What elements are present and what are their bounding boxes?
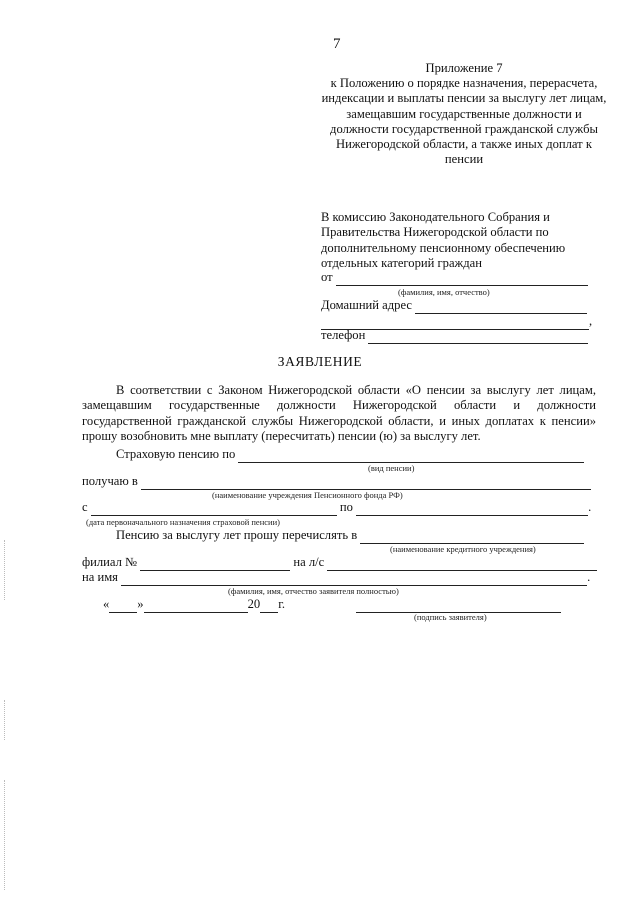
from-date-label: с <box>82 500 88 514</box>
insurance-pension-label: Страховую пенсию по <box>116 447 236 461</box>
page-number: 7 <box>333 36 341 52</box>
from-row <box>321 270 588 286</box>
signature-row <box>356 597 561 613</box>
document-title: ЗАЯВЛЕНИЕ <box>277 354 363 369</box>
from-name-field[interactable] <box>336 270 588 286</box>
day-field[interactable] <box>109 597 137 613</box>
signature-caption: (подпись заявителя) <box>414 612 487 622</box>
appendix-title: Приложение 7 <box>425 61 503 75</box>
transfer-label: Пенсию за выслугу лет прошу перечислять в <box>116 528 358 542</box>
from-caption: (фамилия, имя, отчество) <box>398 287 490 297</box>
name-label: на имя <box>82 570 118 584</box>
transfer-row <box>116 528 584 544</box>
scan-artifact <box>4 700 7 740</box>
insurance-pension-row <box>116 447 584 463</box>
phone-row <box>321 328 588 344</box>
bank-caption: (наименование кредитного учреждения) <box>390 544 536 554</box>
branch-field[interactable] <box>140 555 290 571</box>
addressee-text: В комиссию Законодательного Собрания и Правительства Нижегородской области по дополнительному пенсионному обеспечению отдельных категорий граждан <box>321 210 566 271</box>
from-date-field[interactable] <box>91 500 337 516</box>
addressee-block <box>321 210 621 272</box>
to-date-field[interactable] <box>356 500 588 516</box>
address-row <box>321 298 587 314</box>
body-paragraph <box>82 383 596 444</box>
address-row-2: , <box>321 314 592 330</box>
address-field[interactable] <box>415 298 587 314</box>
name-row: на имя . <box>82 570 591 584</box>
pension-fund-caption: (наименование учреждения Пенсионного фонда РФ) <box>212 490 403 500</box>
scan-artifact <box>4 540 7 600</box>
branch-row <box>82 555 597 571</box>
scan-artifact <box>4 780 7 890</box>
signature-field[interactable] <box>356 597 561 613</box>
first-assignment-caption: (дата первоначального назначения страховой пенсии) <box>86 517 280 527</box>
date-row <box>103 597 285 613</box>
year-field[interactable] <box>260 597 278 613</box>
year-suffix: г. <box>278 597 286 611</box>
body-text: В соответствии с Законом Нижегородской области «О пенсии за выслугу лет лицам, замещавшим государственные должности Нижегородской области и должности государственной гражданской службы Нижегородской области, и иных доплатах к пенсии» прошу возобновить мне выплату (пересчитать) пенсии (ю) за выслугу лет. <box>82 383 596 443</box>
pension-fund-field[interactable] <box>141 474 591 490</box>
date-open-quote: « <box>103 597 110 611</box>
year-prefix: 20 <box>247 597 261 611</box>
account-label: на л/с <box>293 555 325 569</box>
date-close-quote: » <box>137 597 144 611</box>
pension-type-field[interactable] <box>238 447 584 463</box>
appendix-header <box>318 61 610 167</box>
date-range-row: с по . <box>82 500 592 514</box>
phone-field[interactable] <box>368 328 588 344</box>
phone-label: телефон <box>321 328 366 342</box>
receive-row <box>82 474 591 490</box>
address-label: Домашний адрес <box>321 298 412 312</box>
from-label: от <box>321 270 333 284</box>
name-field[interactable] <box>121 570 587 586</box>
pension-type-caption: (вид пенсии) <box>368 463 415 473</box>
appendix-text: к Положению о порядке назначения, перерасчета, индексации и выплаты пенсии за выслугу лет лицам, замещавшим государственные должности и должности государственной гражданской службы Нижегородской области, а также иных доплат к пенсии <box>321 76 607 167</box>
month-field[interactable] <box>144 597 248 613</box>
receive-label: получаю в <box>82 474 138 488</box>
bank-field[interactable] <box>360 528 584 544</box>
account-field[interactable] <box>327 555 597 571</box>
branch-label: филиал № <box>82 555 138 569</box>
full-name-caption: (фамилия, имя, отчество заявителя полностью) <box>228 586 399 596</box>
to-date-label: по <box>339 500 353 514</box>
